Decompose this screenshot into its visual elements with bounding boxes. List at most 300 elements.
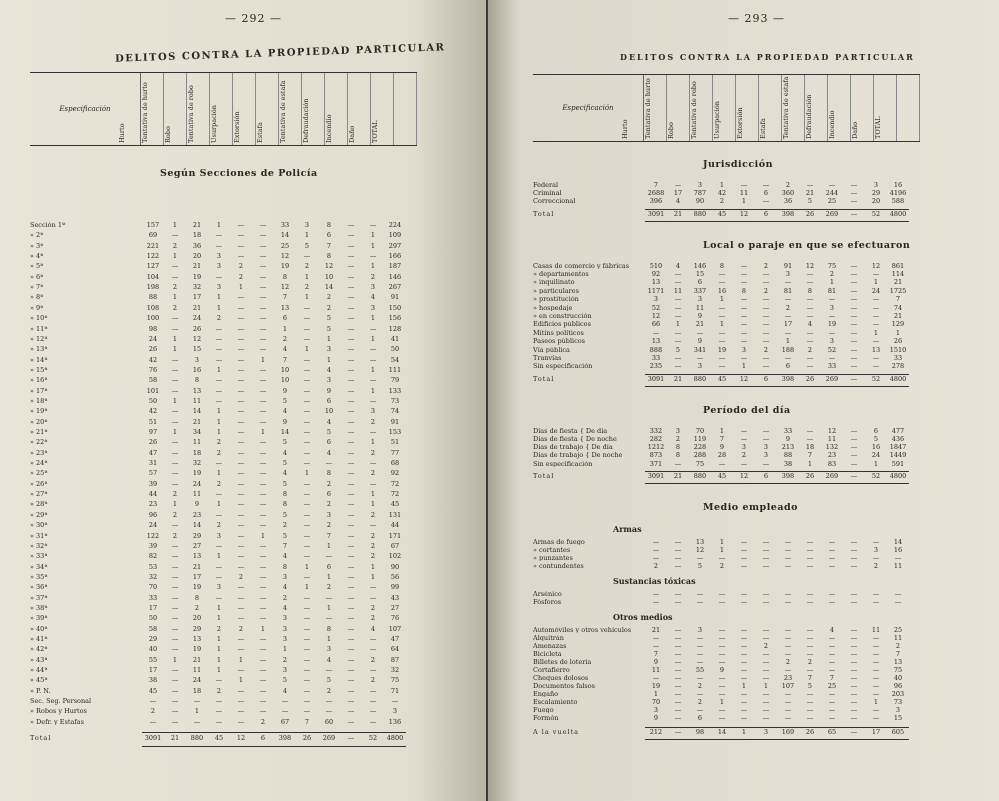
cell-value: 4 xyxy=(326,655,332,664)
cell-value: — xyxy=(325,697,333,706)
cell-value: 21 xyxy=(192,655,202,664)
cell-value: — xyxy=(237,666,245,675)
cell-value: — xyxy=(872,681,880,690)
cell-value: 11 xyxy=(871,625,881,634)
cell-value: — xyxy=(762,649,770,658)
cell-value: 1 xyxy=(238,676,244,685)
cell-value: 605 xyxy=(891,727,905,736)
column-header-label: Incendio xyxy=(325,114,333,143)
cell-value: 67 xyxy=(280,717,290,726)
cell-value: — xyxy=(872,657,880,666)
cell-value: 88 xyxy=(148,293,158,302)
cell-value: — xyxy=(369,324,377,333)
cell-value: 6 xyxy=(697,713,703,722)
cell-value: 36 xyxy=(783,197,793,206)
cell-value: — xyxy=(171,355,179,364)
cell-value: — xyxy=(259,541,267,550)
cell-value: — xyxy=(259,666,267,675)
row-label: » contundentes xyxy=(533,562,584,570)
cell-value: 1 xyxy=(172,221,178,229)
right-title: DELITOS CONTRA LA PROPIEDAD PARTICULAR xyxy=(620,52,915,62)
cell-value: 235 xyxy=(649,362,663,371)
cell-value: — xyxy=(347,734,355,743)
cell-value: 18 xyxy=(805,443,815,452)
cell-value: — xyxy=(674,459,682,468)
row-label: » punzantes xyxy=(533,554,573,562)
row-label: » 38ª xyxy=(30,604,48,612)
cell-value: — xyxy=(762,561,770,570)
row-label: Total xyxy=(533,210,555,218)
cell-value: 11 xyxy=(893,561,903,570)
cell-value: 75 xyxy=(893,665,903,674)
cell-value: 54 xyxy=(390,355,400,364)
cell-value: 14 xyxy=(192,521,202,530)
cell-value: 70 xyxy=(651,697,661,706)
cell-value: 2 xyxy=(370,531,376,540)
column-header-label: Tentativa de robo xyxy=(690,81,698,139)
cell-value: 104 xyxy=(146,272,160,281)
cell-value: 32 xyxy=(148,572,158,581)
cell-value: — xyxy=(674,354,682,362)
cell-value: 9 xyxy=(653,713,659,722)
cell-value: — xyxy=(784,354,792,362)
cell-value: 1 xyxy=(326,355,332,364)
cell-value: 187 xyxy=(388,262,402,271)
cell-value: 1 xyxy=(675,320,681,329)
cell-value: 1 xyxy=(741,727,747,736)
cell-value: 18 xyxy=(192,231,202,240)
column-header-label: Tentativa de estafa xyxy=(782,76,790,139)
cell-value: 2 xyxy=(370,603,376,612)
cell-value: 3 xyxy=(216,531,222,540)
cell-value: — xyxy=(347,324,355,333)
cell-value: 1171 xyxy=(647,286,665,295)
cell-value: — xyxy=(303,676,311,685)
cell-value: 4 xyxy=(282,469,288,478)
cell-value: — xyxy=(762,197,770,206)
cell-value: 880 xyxy=(693,471,707,480)
cell-value: — xyxy=(806,649,814,658)
cell-value: 77 xyxy=(390,448,400,457)
cell-value: — xyxy=(784,625,792,634)
row-label: Días de fiesta { De noche xyxy=(533,436,617,443)
cell-value: 2 xyxy=(216,521,222,530)
cell-value: 6 xyxy=(282,314,288,323)
cell-value: 6 xyxy=(763,471,769,480)
cell-value: — xyxy=(347,583,355,592)
cell-value: 7 xyxy=(895,295,901,304)
cell-value: 2 xyxy=(719,561,725,570)
cell-value: — xyxy=(325,459,333,468)
cell-value: 1 xyxy=(282,324,288,333)
cell-value: — xyxy=(369,396,377,405)
cell-value: 21 xyxy=(192,417,202,426)
cell-value: 6 xyxy=(326,562,332,571)
cell-value: 25 xyxy=(893,625,903,634)
cell-value: — xyxy=(171,686,179,695)
cell-value: — xyxy=(784,278,792,287)
cell-value: 91 xyxy=(783,261,793,270)
row-label: » 25ª xyxy=(30,470,48,477)
row-label: Correccional xyxy=(533,198,576,205)
cell-value: — xyxy=(762,713,770,722)
cell-value: 6 xyxy=(873,426,879,435)
cell-value: 2 xyxy=(238,272,244,281)
cell-value: 3 xyxy=(697,295,703,304)
cell-value: 1 xyxy=(238,655,244,664)
cell-value: 2 xyxy=(370,541,376,550)
cell-value: — xyxy=(806,597,814,606)
cell-value: — xyxy=(237,500,245,509)
cell-value: 7 xyxy=(304,717,310,726)
cell-value: 2 xyxy=(370,417,376,426)
cell-value: 42 xyxy=(148,355,158,364)
cell-value: 6 xyxy=(785,362,791,371)
cell-value: 288 xyxy=(693,451,707,460)
cell-value: — xyxy=(652,597,660,606)
cell-value: 1 xyxy=(216,417,222,426)
cell-value: 27 xyxy=(390,603,400,612)
cell-value: — xyxy=(850,553,858,562)
cell-value: — xyxy=(674,713,682,722)
cell-value: — xyxy=(303,428,311,436)
cell-value: 8 xyxy=(807,286,813,295)
cell-value: — xyxy=(740,633,748,642)
cell-value: 4 xyxy=(282,583,288,592)
cell-value: — xyxy=(259,345,267,354)
cell-value: 17 xyxy=(148,603,158,612)
cell-value: — xyxy=(303,324,311,333)
cell-value: — xyxy=(369,697,377,706)
cell-value: — xyxy=(171,448,179,457)
rule-line xyxy=(142,746,406,747)
cell-value: — xyxy=(696,649,704,658)
cell-value: 2 xyxy=(172,490,178,499)
cell-value: 3 xyxy=(326,645,332,654)
cell-value: — xyxy=(237,231,245,240)
cell-value: 6 xyxy=(763,189,769,198)
cell-value: 1 xyxy=(763,681,769,690)
cell-value: 72 xyxy=(390,490,400,499)
cell-value: 297 xyxy=(388,241,402,250)
cell-value: — xyxy=(696,597,704,606)
cell-value: 12 xyxy=(695,545,705,554)
cell-value: — xyxy=(171,469,179,478)
row-label: Bicicleta xyxy=(533,650,562,658)
cell-value: — xyxy=(740,673,748,682)
row-label: Sec. Seg. Personal xyxy=(30,698,92,705)
cell-value: 4 xyxy=(282,448,288,457)
header-spec: Especificación xyxy=(30,73,141,145)
cell-value: — xyxy=(259,572,267,581)
cell-value: 76 xyxy=(148,365,158,374)
row-label: » 26ª xyxy=(30,480,48,488)
cell-value: 12 xyxy=(324,262,334,271)
cell-value: — xyxy=(259,417,267,426)
cell-value: — xyxy=(237,510,245,519)
cell-value: — xyxy=(806,181,814,189)
cell-value: — xyxy=(872,295,880,304)
cell-value: — xyxy=(237,717,245,726)
cell-value: — xyxy=(850,362,858,371)
cell-value: 2 xyxy=(829,270,835,278)
cell-value: — xyxy=(850,374,858,383)
cell-value: — xyxy=(347,624,355,633)
cell-value: — xyxy=(828,641,836,650)
cell-value: — xyxy=(303,614,311,623)
cell-value: 8 xyxy=(719,261,725,270)
cell-value: — xyxy=(259,262,267,271)
cell-value: 20 xyxy=(192,252,202,261)
cell-value: 45 xyxy=(717,209,727,218)
cell-value: — xyxy=(215,459,223,468)
cell-value: 11 xyxy=(695,303,705,312)
cell-value: 1 xyxy=(304,583,310,592)
cell-value: 2 xyxy=(172,531,178,540)
column-header-label: Robo xyxy=(667,122,675,139)
column-header-label: Estafa xyxy=(256,122,264,143)
cell-value: 9 xyxy=(697,337,703,346)
cell-value: 2 xyxy=(282,334,288,343)
cell-value: 33 xyxy=(827,362,837,371)
cell-value: — xyxy=(828,665,836,674)
cell-value: 2 xyxy=(326,521,332,530)
row-label: Días de fiesta { De día xyxy=(533,427,608,435)
cell-value: 3 xyxy=(873,545,879,554)
cell-value: 114 xyxy=(891,270,905,278)
cell-value: 1 xyxy=(216,407,222,416)
cell-value: — xyxy=(237,407,245,416)
cell-value: 55 xyxy=(148,655,158,664)
cell-value: 8 xyxy=(326,469,332,478)
right-page xyxy=(488,0,999,801)
cell-value: — xyxy=(850,641,858,650)
cell-value: — xyxy=(303,541,311,550)
cell-value: 5 xyxy=(326,428,332,436)
cell-value: 17 xyxy=(673,189,683,198)
cell-value: — xyxy=(237,303,245,312)
row-label: » 10ª xyxy=(30,315,48,322)
cell-value: — xyxy=(828,697,836,706)
cell-value: 6 xyxy=(763,374,769,383)
cell-value: 26 xyxy=(893,337,903,346)
cell-value: 70 xyxy=(148,583,158,592)
cell-value: 3 xyxy=(829,337,835,346)
cell-value: — xyxy=(850,657,858,666)
cell-value: — xyxy=(369,376,377,385)
cell-value: — xyxy=(762,312,770,320)
cell-value: — xyxy=(850,451,858,460)
cell-value: 50 xyxy=(148,396,158,405)
cell-value: 1 xyxy=(370,438,376,447)
cell-value: — xyxy=(171,707,179,716)
cell-value: 24 xyxy=(871,451,881,460)
cell-value: — xyxy=(850,689,858,698)
cell-value: 12 xyxy=(739,374,749,383)
cell-value: 282 xyxy=(649,435,663,443)
cell-value: 12 xyxy=(192,334,202,343)
cell-value: 19 xyxy=(192,645,202,654)
row-label: Arsénico xyxy=(533,590,562,598)
cell-value: — xyxy=(806,295,814,304)
cell-value: 96 xyxy=(148,510,158,519)
cell-value: 332 xyxy=(649,426,663,435)
cell-value: 21 xyxy=(651,625,661,634)
cell-value: 52 xyxy=(827,345,837,354)
cell-value: — xyxy=(740,597,748,606)
cell-value: 45 xyxy=(717,374,727,383)
cell-value: — xyxy=(828,705,836,714)
cell-value: — xyxy=(237,334,245,343)
cell-value: 12 xyxy=(651,312,661,320)
cell-value: — xyxy=(740,561,748,570)
cell-value: — xyxy=(872,713,880,722)
cell-value: — xyxy=(303,666,311,675)
cell-value: 32 xyxy=(192,459,202,468)
cell-value: 12 xyxy=(236,734,246,743)
cell-value: 45 xyxy=(214,734,224,743)
row-label: Paseos públicos xyxy=(533,338,586,345)
cell-value: — xyxy=(391,697,399,706)
row-label: » 33ª xyxy=(30,553,48,560)
cell-value: 1 xyxy=(216,221,222,229)
cell-value: 16 xyxy=(871,443,881,452)
cell-value: 6 xyxy=(697,278,703,287)
cell-value: — xyxy=(259,521,267,530)
cell-value: — xyxy=(806,278,814,287)
cell-value: 1 xyxy=(370,490,376,499)
row-label: » 6ª xyxy=(30,273,44,281)
cell-value: — xyxy=(674,537,682,546)
cell-value: — xyxy=(850,295,858,304)
cell-value: 213 xyxy=(781,443,795,452)
cell-value: 2 xyxy=(282,655,288,664)
row-label: A la vuelta xyxy=(533,728,580,736)
row-label: Documentos falsos xyxy=(533,682,596,690)
cell-value: — xyxy=(828,689,836,698)
cell-value: — xyxy=(347,272,355,281)
cell-value: 8 xyxy=(282,272,288,281)
cell-value: — xyxy=(784,713,792,722)
cell-value: — xyxy=(850,633,858,642)
cell-value: 169 xyxy=(781,727,795,736)
cell-value: — xyxy=(171,521,179,530)
cell-value: 24 xyxy=(871,286,881,295)
cell-value: 1 xyxy=(873,328,879,337)
cell-value: 4 xyxy=(282,686,288,695)
cell-value: 107 xyxy=(388,624,402,633)
cell-value: — xyxy=(674,362,682,371)
cell-value: 6 xyxy=(326,231,332,240)
left-table-header xyxy=(30,72,417,146)
cell-value: 1 xyxy=(304,231,310,240)
cell-value: 4196 xyxy=(889,189,907,198)
left-page xyxy=(0,0,486,801)
cell-value: 2 xyxy=(326,500,332,509)
cell-value: 1 xyxy=(216,365,222,374)
cell-value: — xyxy=(347,241,355,250)
cell-value: 4 xyxy=(326,365,332,374)
cell-value: — xyxy=(894,597,902,606)
cell-value: 44 xyxy=(390,521,400,530)
cell-value: — xyxy=(347,231,355,240)
cell-value: — xyxy=(674,633,682,642)
cell-value: — xyxy=(850,328,858,337)
cell-value: 127 xyxy=(146,262,160,271)
cell-value: — xyxy=(652,673,660,682)
cell-value: — xyxy=(806,270,814,278)
section-title: Período del día xyxy=(703,404,791,416)
cell-value: — xyxy=(347,396,355,405)
cell-value: 3 xyxy=(216,262,222,271)
cell-value: — xyxy=(215,676,223,685)
cell-value: — xyxy=(215,324,223,333)
cell-value: — xyxy=(806,641,814,650)
cell-value: 66 xyxy=(651,320,661,329)
rule-line xyxy=(645,386,909,387)
cell-value: — xyxy=(806,625,814,634)
cell-value: — xyxy=(652,633,660,642)
cell-value: 43 xyxy=(390,593,400,602)
cell-value: — xyxy=(762,673,770,682)
cell-value: 3091 xyxy=(647,374,665,383)
cell-value: — xyxy=(325,593,333,602)
cell-value: — xyxy=(347,293,355,302)
cell-value: — xyxy=(237,386,245,395)
cell-value: — xyxy=(850,545,858,554)
cell-value: 1 xyxy=(326,635,332,643)
cell-value: 68 xyxy=(390,459,400,468)
cell-value: 99 xyxy=(390,583,400,592)
cell-value: — xyxy=(237,603,245,612)
cell-value: — xyxy=(806,697,814,706)
cell-value: — xyxy=(259,707,267,716)
cell-value: — xyxy=(347,676,355,685)
cell-value: — xyxy=(215,355,223,364)
cell-value: 21 xyxy=(192,221,202,229)
cell-value: — xyxy=(674,561,682,570)
cell-value: 4 xyxy=(370,624,376,633)
cell-value: — xyxy=(215,376,223,385)
row-label: Fuego xyxy=(533,706,554,714)
cell-value: — xyxy=(740,705,748,714)
cell-value: 510 xyxy=(649,261,663,270)
cell-value: — xyxy=(784,589,792,598)
cell-value: 74 xyxy=(390,407,400,416)
cell-value: 398 xyxy=(781,209,795,218)
cell-value: 41 xyxy=(390,334,400,343)
cell-value: — xyxy=(149,697,157,706)
cell-value: 13 xyxy=(893,657,903,666)
cell-value: — xyxy=(762,320,770,329)
cell-value: 11 xyxy=(192,396,202,405)
cell-value: 1 xyxy=(370,572,376,581)
cell-value: 2 xyxy=(172,510,178,519)
cell-value: — xyxy=(674,303,682,312)
cell-value: 244 xyxy=(825,189,839,198)
cell-value: — xyxy=(259,221,267,229)
cell-value: — xyxy=(762,537,770,546)
cell-value: — xyxy=(215,541,223,550)
cell-value: — xyxy=(369,355,377,364)
cell-value: — xyxy=(369,521,377,530)
column-header-label: Usurpación xyxy=(210,105,218,143)
column-header-label: Robo xyxy=(164,126,172,143)
cell-value: 2 xyxy=(785,657,791,666)
cell-value: — xyxy=(303,531,311,540)
cell-value: 5 xyxy=(282,438,288,447)
cell-value: 9 xyxy=(282,386,288,395)
